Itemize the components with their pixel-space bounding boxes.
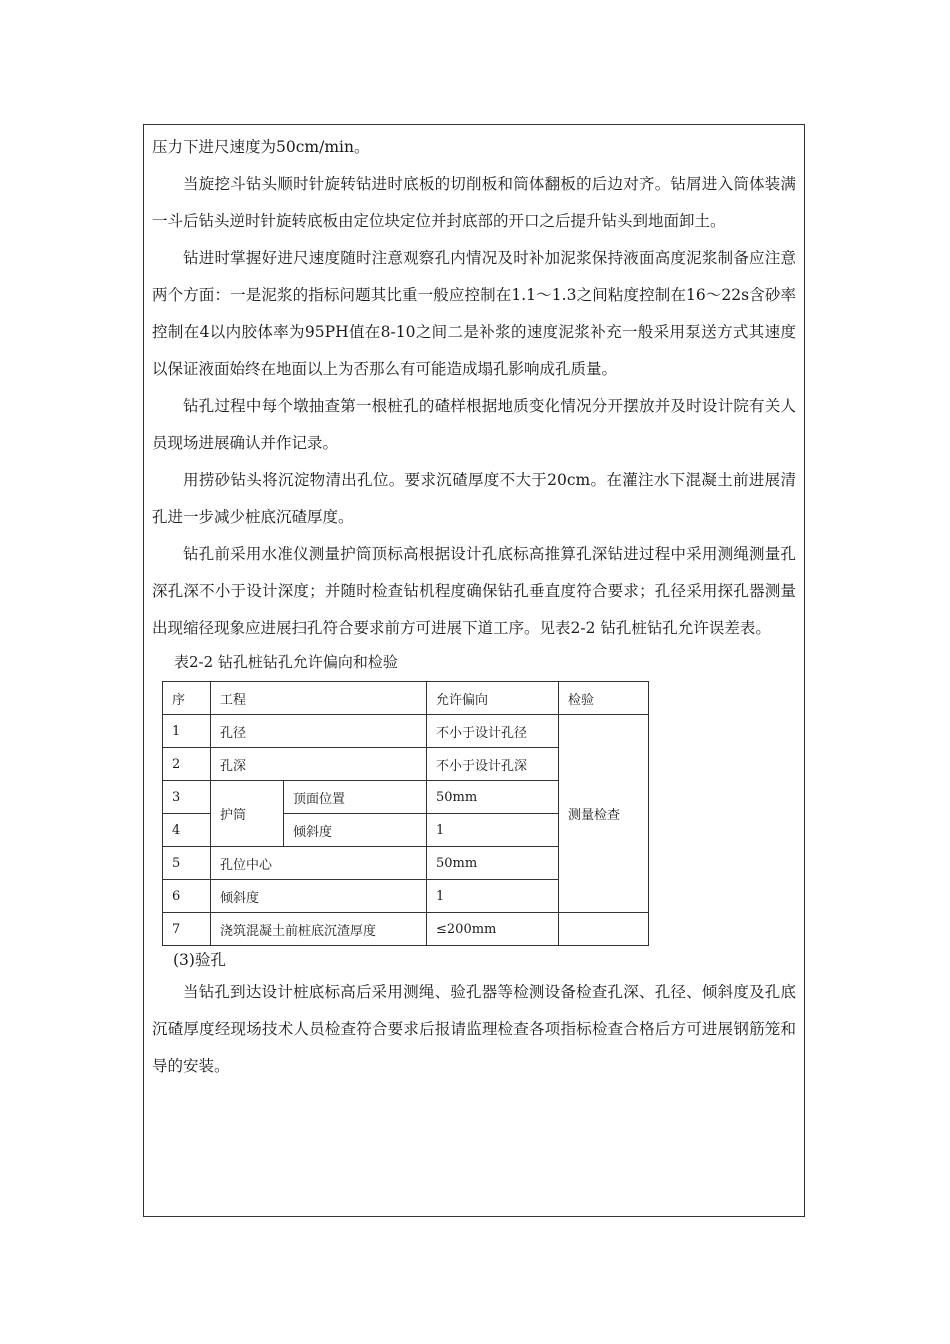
paragraph-depth-measurement: 钻孔前采用水准仪测量护筒顶标高根据设计孔底标高推算孔深钻进过程中采用测绳测量孔深孔深不小于设计深度；并随时检查钻机程度确保钻孔垂直度符合要求；孔径采用探孔器测量出现缩径现象应进展扫孔符合要求前方可进展下道工序。见表2-2 钻孔桩钻孔允许误差表。	[152, 545, 796, 637]
table-row	[163, 715, 649, 748]
table-caption: 表2-2 钻孔桩钻孔允许偏向和检验	[174, 653, 398, 671]
document-frame	[143, 124, 805, 1217]
tolerance-table	[162, 681, 649, 946]
row-no: 5	[163, 847, 211, 880]
row-item: 孔径	[211, 715, 427, 748]
row-tolerance: 1	[427, 814, 559, 847]
paragraph-hole-cleaning: 用捞砂钻头将沉淀物清出孔位。要求沉碴厚度不大于20cm。在灌注水下混凝土前进展清孔进一步减少桩底沉碴厚度。	[152, 471, 796, 526]
table-row	[163, 913, 649, 946]
row-tolerance: 1	[427, 880, 559, 913]
row-no: 1	[163, 715, 211, 748]
row-item: 浇筑混凝土前桩底沉渣厚度	[211, 913, 427, 946]
paragraph-mud-control: 钻进时掌握好进尺速度随时注意观察孔内情况及时补加泥浆保持液面高度泥浆制备应注意两个方面：一是泥浆的指标问题其比重一般应控制在1.1～1.3之间粘度控制在16～22s含砂率控制在4以内胶体率为95PH值在8-10之间二是补浆的速度泥浆补充一般采用泵送方式其速度以保证液面始终在地面以上为否那么有可能造成塌孔影响成孔质量。	[152, 249, 796, 378]
header-check: 检验	[559, 682, 649, 715]
row-tolerance: 50mm	[427, 847, 559, 880]
paragraph-bucket-rotation: 当旋挖斗钻头顺时针旋转钻进时底板的切削板和筒体翻板的后边对齐。钻屑进入筒体装满一斗后钻头逆时针旋转底板由定位块定位并封底部的开口之后提升钻头到地面卸土。	[152, 175, 796, 230]
check-method-cell: 测量检查	[559, 715, 649, 913]
document-content	[152, 129, 796, 1085]
row-subitem: 倾斜度	[284, 814, 427, 847]
header-tolerance: 允许偏向	[427, 682, 559, 715]
row-no: 2	[163, 748, 211, 781]
paragraph-hole-inspection: 当钻孔到达设计桩底标高后采用测绳、验孔器等检测设备检查孔深、孔径、倾斜度及孔底沉碴厚度经现场技术人员检查符合要求后报请监理检查各项指标检查合格后方可进展钢筋笼和导的安装。	[152, 983, 796, 1075]
row-tolerance: 不小于设计孔深	[427, 748, 559, 781]
row-tolerance: 不小于设计孔径	[427, 715, 559, 748]
row-no: 4	[163, 814, 211, 847]
empty-check-cell	[559, 913, 649, 946]
row-no: 3	[163, 781, 211, 814]
table-header-row	[163, 682, 649, 715]
row-tolerance: 50mm	[427, 781, 559, 814]
paragraph-sampling: 钻孔过程中每个墩抽查第一根桩孔的碴样根据地质变化情况分开摆放并及时设计院有关人员现场进展确认并作记录。	[152, 397, 796, 452]
header-no: 序	[163, 682, 211, 715]
row-tolerance: ≤200mm	[427, 913, 559, 946]
row-subitem: 顶面位置	[284, 781, 427, 814]
paragraph-speed: 压力下进尺速度为50cm/min。	[152, 138, 370, 156]
row-item: 倾斜度	[211, 880, 427, 913]
row-no: 7	[163, 913, 211, 946]
row-item: 孔深	[211, 748, 427, 781]
row-group-casing: 护筒	[211, 781, 284, 847]
header-item: 工程	[211, 682, 427, 715]
row-item: 孔位中心	[211, 847, 427, 880]
section-heading: (3)验孔	[173, 951, 226, 969]
row-no: 6	[163, 880, 211, 913]
